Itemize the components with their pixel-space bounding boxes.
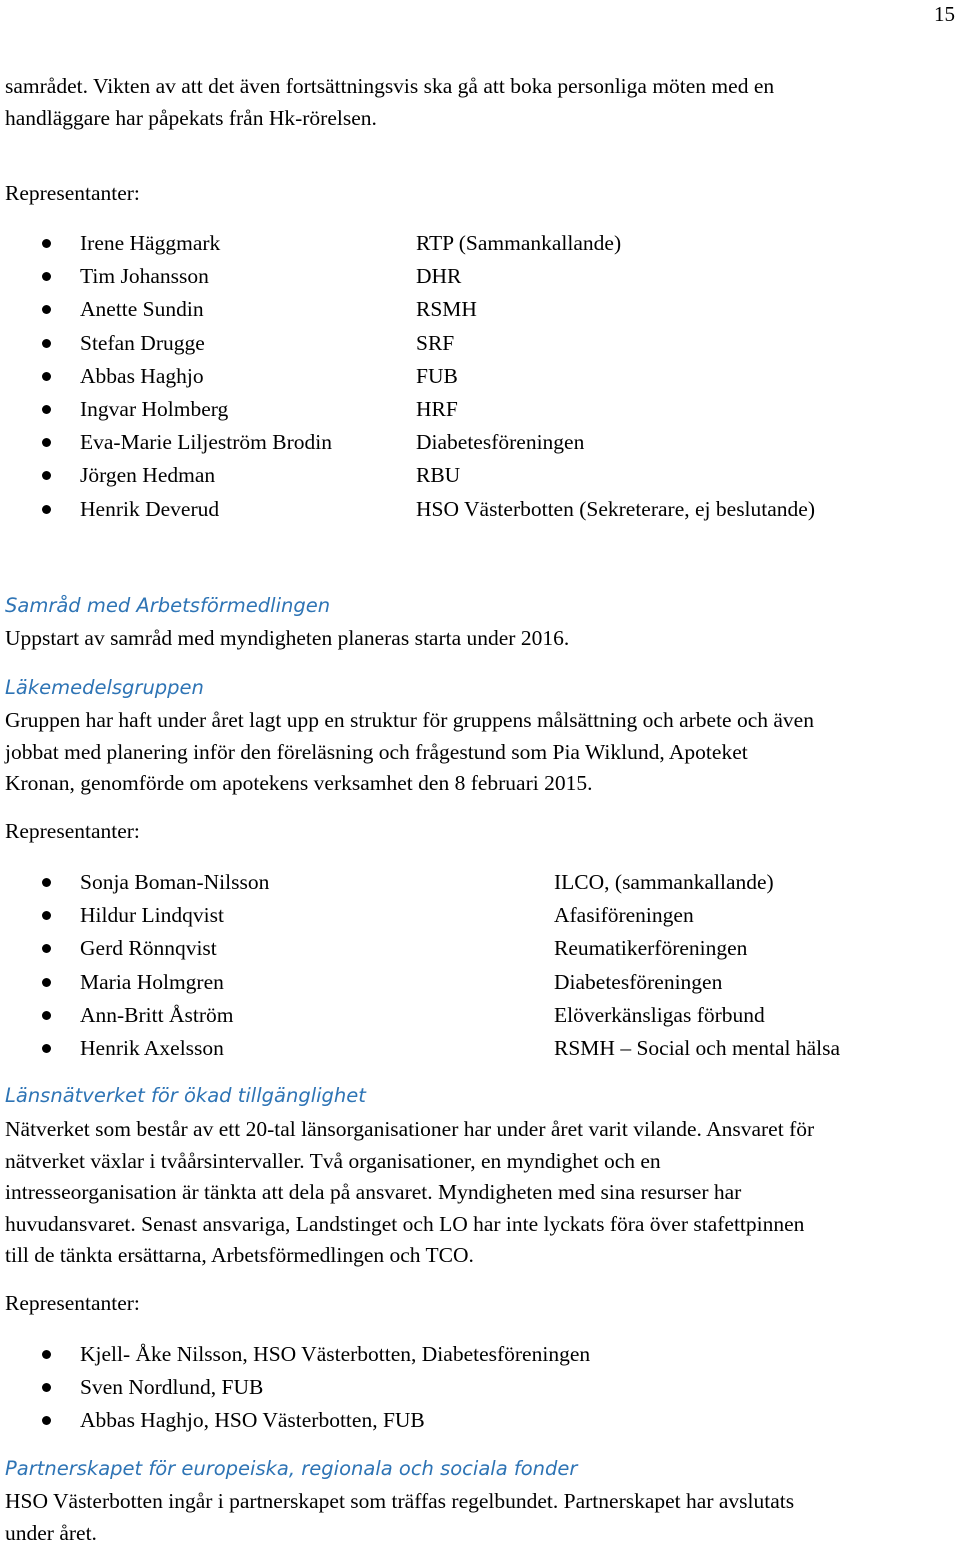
rep-name: Hildur Lindqvist xyxy=(80,899,224,932)
rep-name: Gerd Rönnqvist xyxy=(80,932,217,965)
list-item xyxy=(0,459,960,492)
bullet-icon xyxy=(42,438,51,447)
list-item xyxy=(0,866,960,899)
rep-name: Ingvar Holmberg xyxy=(80,393,228,426)
paragraph-line: HSO Västerbotten ingår i partnerskapet som träffas regelbundet. Partnerskapet har avslutats xyxy=(5,1486,794,1518)
list-item xyxy=(0,260,960,293)
representatives-list-1 xyxy=(0,227,960,526)
representatives-label: Representanter: xyxy=(5,1288,140,1319)
rep-name: Abbas Haghjo xyxy=(80,360,204,393)
list-item xyxy=(0,393,960,426)
lansnatverket-paragraph xyxy=(5,1114,814,1272)
bullet-icon xyxy=(42,911,51,920)
paragraph-line: Kronan, genomförde om apotekens verksamhet den 8 februari 2015. xyxy=(5,768,814,800)
bullet-icon xyxy=(42,1383,51,1392)
rep-org: RSMH – Social och mental hälsa xyxy=(554,1032,840,1065)
section-heading-arbetsformedlingen: Samråd med Arbetsförmedlingen xyxy=(5,591,330,621)
paragraph-line: under året. xyxy=(5,1518,794,1549)
rep-name: Maria Holmgren xyxy=(80,966,224,999)
rep-name: Jörgen Hedman xyxy=(80,459,215,492)
section-heading-lansnatverket: Länsnätverket för ökad tillgänglighet xyxy=(5,1081,366,1111)
rep-org: HSO Västerbotten (Sekreterare, ej beslutande) xyxy=(416,493,815,526)
bullet-icon xyxy=(42,1044,51,1053)
rep-name: Tim Johansson xyxy=(80,260,209,293)
bullet-icon xyxy=(42,471,51,480)
bullet-icon xyxy=(42,1350,51,1359)
partnerskapet-paragraph xyxy=(5,1486,794,1549)
paragraph-line: Nätverket som består av ett 20-tal länsorganisationer har under året varit vilande. Ansvaret för xyxy=(5,1114,814,1146)
bullet-icon xyxy=(42,1416,51,1425)
rep-org: Diabetesföreningen xyxy=(416,426,584,459)
rep-name: Anette Sundin xyxy=(80,293,204,326)
representatives-label: Representanter: xyxy=(5,816,140,847)
rep-entry: Kjell- Åke Nilsson, HSO Västerbotten, Diabetesföreningen xyxy=(80,1338,590,1371)
bullet-icon xyxy=(42,944,51,953)
list-item xyxy=(0,426,960,459)
rep-name: Irene Häggmark xyxy=(80,227,220,260)
bullet-icon xyxy=(42,405,51,414)
rep-org: Diabetesföreningen xyxy=(554,966,722,999)
list-item xyxy=(0,999,960,1032)
bullet-icon xyxy=(42,339,51,348)
paragraph-line: till de tänkta ersättarna, Arbetsförmedlingen och TCO. xyxy=(5,1240,814,1272)
rep-name: Henrik Axelsson xyxy=(80,1032,224,1065)
intro-line: samrådet. Vikten av att det även fortsättningsvis ska gå att boka personliga möten med en xyxy=(5,71,774,103)
rep-org: ILCO, (sammankallande) xyxy=(554,866,774,899)
bullet-icon xyxy=(42,1011,51,1020)
rep-name: Stefan Drugge xyxy=(80,327,205,360)
list-item xyxy=(0,1371,960,1404)
paragraph-line: jobbat med planering inför den föreläsning och frågestund som Pia Wiklund, Apoteket xyxy=(5,737,814,769)
rep-entry: Sven Nordlund, FUB xyxy=(80,1371,263,1404)
list-item xyxy=(0,493,960,526)
rep-org: FUB xyxy=(416,360,458,393)
rep-name: Ann-Britt Åström xyxy=(80,999,233,1032)
list-item xyxy=(0,1032,960,1065)
rep-org: Elöverkänsligas förbund xyxy=(554,999,765,1032)
rep-org: DHR xyxy=(416,260,461,293)
intro-line: handläggare har påpekats från Hk-rörelsen. xyxy=(5,103,774,135)
rep-org: HRF xyxy=(416,393,458,426)
bullet-icon xyxy=(42,272,51,281)
rep-name: Sonja Boman-Nilsson xyxy=(80,866,269,899)
bullet-icon xyxy=(42,305,51,314)
list-item xyxy=(0,360,960,393)
list-item xyxy=(0,227,960,260)
arbetsformedlingen-text: Uppstart av samråd med myndigheten planeras starta under 2016. xyxy=(5,623,569,655)
bullet-icon xyxy=(42,978,51,987)
paragraph-line: huvudansvaret. Senast ansvariga, Landstinget och LO har inte lyckats föra över stafettpinnen xyxy=(5,1209,814,1241)
bullet-icon xyxy=(42,239,51,248)
bullet-icon xyxy=(42,878,51,887)
page-number: 15 xyxy=(934,2,955,27)
list-item xyxy=(0,966,960,999)
rep-org: SRF xyxy=(416,327,454,360)
section-heading-lakemedelsgruppen: Läkemedelsgruppen xyxy=(5,673,204,703)
paragraph-line: Gruppen har haft under året lagt upp en struktur för gruppens målsättning och arbete och även xyxy=(5,705,814,737)
rep-org: Reumatikerföreningen xyxy=(554,932,747,965)
rep-name: Eva-Marie Liljeström Brodin xyxy=(80,426,332,459)
list-item xyxy=(0,327,960,360)
section-heading-partnerskapet: Partnerskapet för europeiska, regionala och sociala fonder xyxy=(5,1454,577,1484)
list-item xyxy=(0,1338,960,1371)
rep-org: RTP (Sammankallande) xyxy=(416,227,621,260)
bullet-icon xyxy=(42,505,51,514)
list-item xyxy=(0,899,960,932)
rep-org: RSMH xyxy=(416,293,477,326)
list-item xyxy=(0,293,960,326)
rep-entry: Abbas Haghjo, HSO Västerbotten, FUB xyxy=(80,1404,425,1437)
paragraph-line: nätverket växlar i tvåårsintervaller. Två organisationer, en myndighet och en xyxy=(5,1146,814,1178)
rep-org: RBU xyxy=(416,459,460,492)
list-item xyxy=(0,932,960,965)
rep-name: Henrik Deverud xyxy=(80,493,219,526)
lakemedelsgruppen-paragraph xyxy=(5,705,814,800)
bullet-icon xyxy=(42,372,51,381)
representatives-list-lakemedel xyxy=(0,866,960,1065)
paragraph-line: intresseorganisation är tänkta att dela på ansvaret. Myndigheten med sina resurser har xyxy=(5,1177,814,1209)
rep-org: Afasiföreningen xyxy=(554,899,694,932)
list-item xyxy=(0,1404,960,1437)
intro-paragraph xyxy=(5,71,774,134)
representatives-label: Representanter: xyxy=(5,178,140,209)
representatives-list-natverk xyxy=(0,1338,960,1438)
